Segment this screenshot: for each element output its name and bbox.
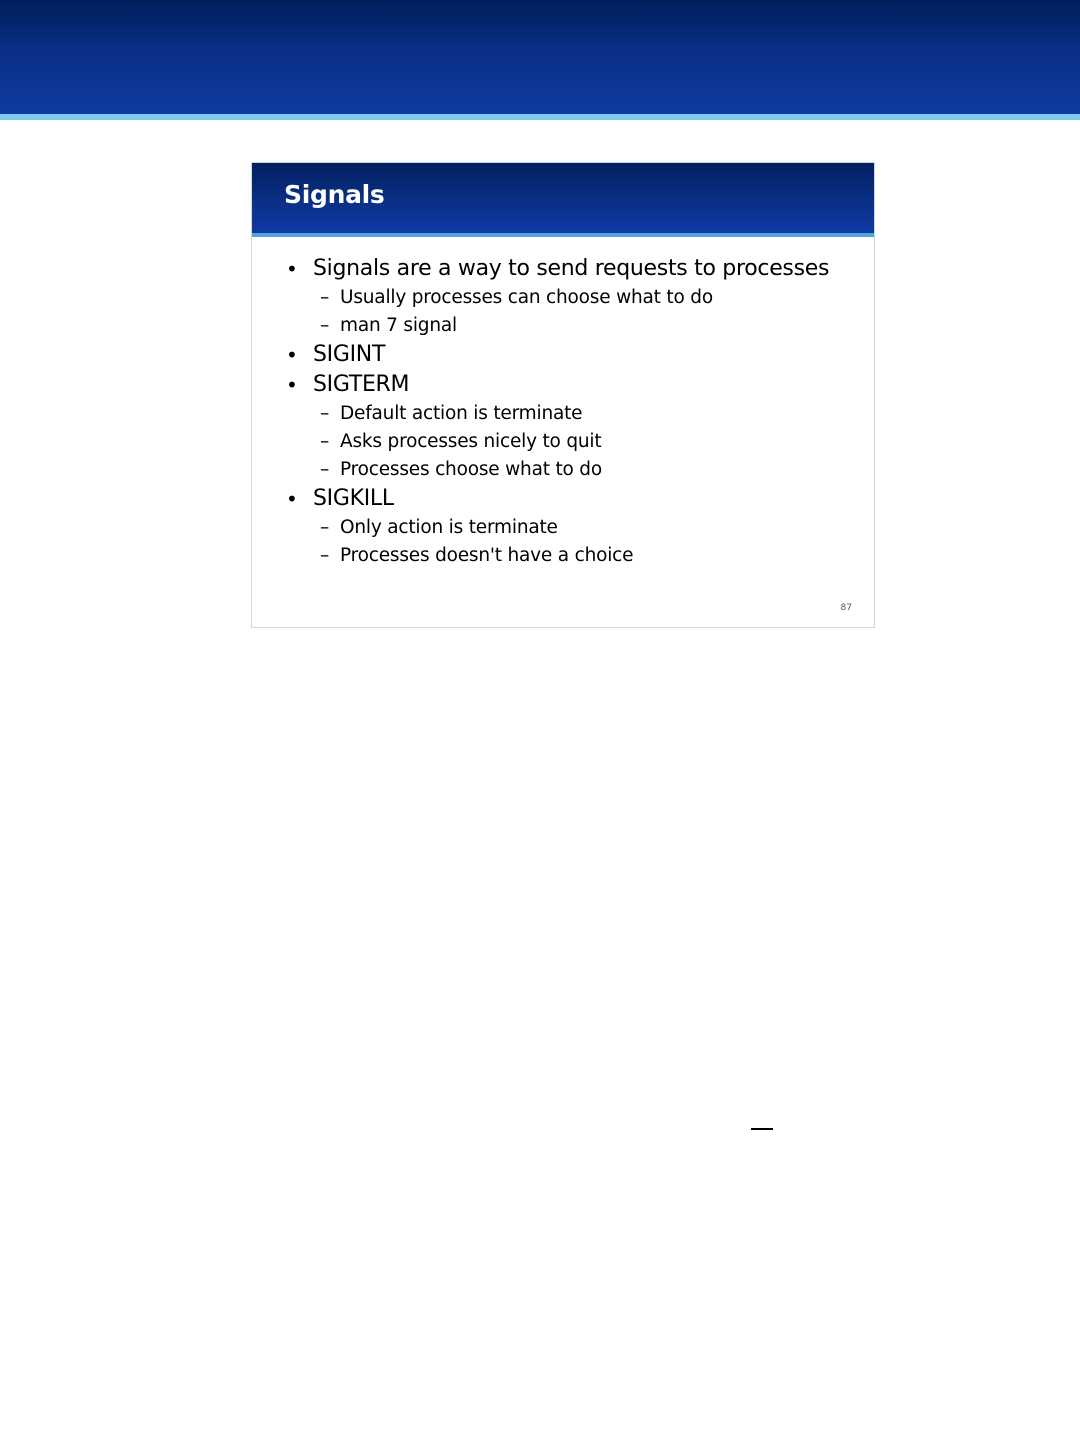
bullet-dot-icon: • xyxy=(286,373,298,397)
sub-bullet-list xyxy=(313,284,856,340)
slide-header xyxy=(252,163,874,233)
dash-icon: – xyxy=(320,403,330,424)
sub-bullet-text: Asks processes nicely to quit xyxy=(340,431,602,452)
dash-icon: – xyxy=(320,315,330,336)
sub-bullet-text: Default action is terminate xyxy=(340,403,583,424)
sub-bullet-item xyxy=(313,456,856,484)
bullet-text: Signals are a way to send requests to processes xyxy=(313,256,830,281)
dash-icon: – xyxy=(320,545,330,566)
bullet-text: SIGKILL xyxy=(313,486,394,511)
sub-bullet-list xyxy=(313,514,856,570)
dash-icon: – xyxy=(320,517,330,538)
bullet-dot-icon: • xyxy=(286,487,298,511)
sub-bullet-list xyxy=(313,400,856,484)
dash-icon: – xyxy=(320,287,330,308)
sub-bullet-item xyxy=(313,400,856,428)
sub-bullet-text: Usually processes can choose what to do xyxy=(340,287,713,308)
sub-bullet-item xyxy=(313,542,856,570)
sub-bullet-text: Processes choose what to do xyxy=(340,459,602,480)
bullet-item xyxy=(286,254,856,340)
sub-bullet-item xyxy=(313,312,856,340)
sub-bullet-text: man 7 signal xyxy=(340,315,457,336)
slide-title: Signals xyxy=(284,180,385,209)
sub-bullet-item xyxy=(313,284,856,312)
dash-icon: – xyxy=(320,459,330,480)
slide-header-stripe xyxy=(252,233,874,237)
bullet-dot-icon: • xyxy=(286,257,298,281)
bullet-list xyxy=(286,254,856,570)
sub-bullet-item xyxy=(313,514,856,542)
bullet-dot-icon: • xyxy=(286,343,298,367)
bullet-item xyxy=(286,340,856,370)
note-line-mark xyxy=(751,1128,773,1130)
top-banner-stripe xyxy=(0,114,1080,120)
slide-thumbnail xyxy=(251,162,875,628)
bullet-text: SIGINT xyxy=(313,342,386,367)
bullet-text: SIGTERM xyxy=(313,372,410,397)
top-banner xyxy=(0,0,1080,114)
sub-bullet-item xyxy=(313,428,856,456)
bullet-item xyxy=(286,370,856,484)
sub-bullet-text: Processes doesn't have a choice xyxy=(340,545,634,566)
bullet-item xyxy=(286,484,856,570)
sub-bullet-text: Only action is terminate xyxy=(340,517,558,538)
slide-page-number: 87 xyxy=(840,603,852,613)
dash-icon: – xyxy=(320,431,330,452)
